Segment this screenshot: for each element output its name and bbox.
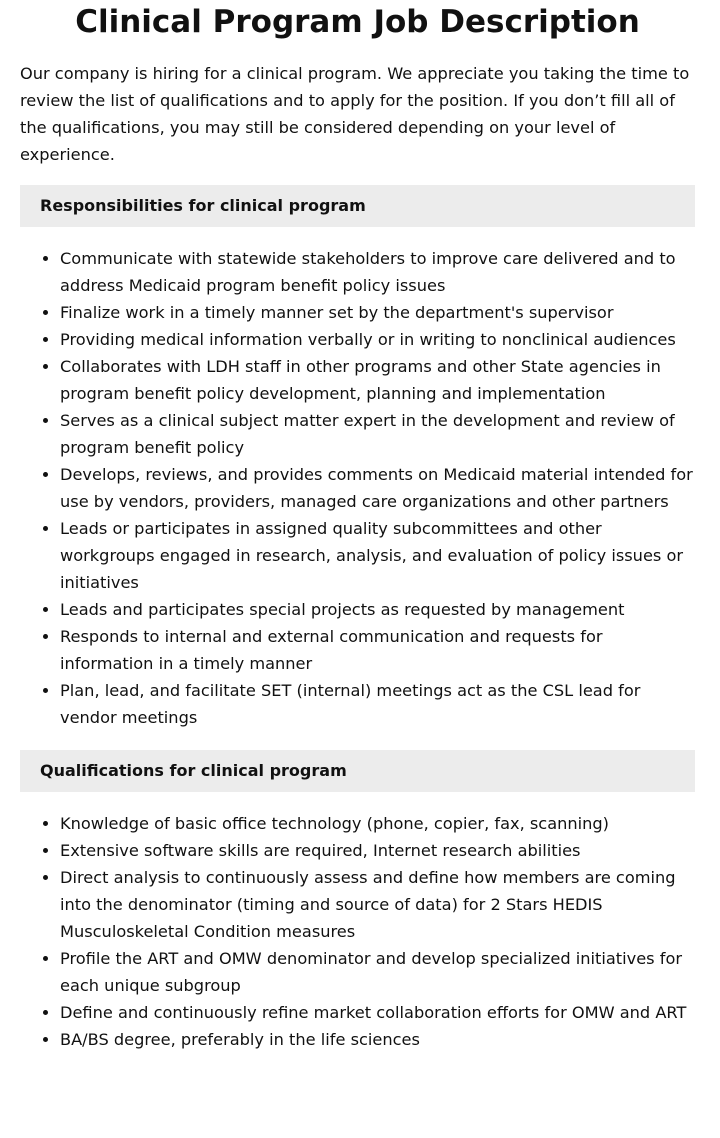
page-title: Clinical Program Job Description xyxy=(75,4,640,40)
list-item: • Providing medical information verbally or in writing to nonclinical audiences xyxy=(60,326,695,353)
list-item: • Serves as a clinical subject matter expert in the development and review of program benefit policy xyxy=(60,407,695,461)
list-item: • Plan, lead, and facilitate SET (internal) meetings act as the CSL lead for vendor meetings xyxy=(60,677,695,731)
list-item: • Direct analysis to continuously assess and define how members are coming into the denominator (timing and source of data) for 2 Stars HEDIS Musculoskeletal Condition measures xyxy=(60,864,695,945)
list-item: • Collaborates with LDH staff in other programs and other State agencies in program benefit policy development, planning and implementation xyxy=(60,353,695,407)
list-item: • Knowledge of basic office technology (phone, copier, fax, scanning) xyxy=(60,810,695,837)
list-item: • Leads or participates in assigned quality subcommittees and other workgroups engaged in research, analysis, and evaluation of policy issues or initiatives xyxy=(60,515,695,596)
list-item: • BA/BS degree, preferably in the life sciences xyxy=(60,1026,695,1053)
intro-paragraph: Our company is hiring for a clinical program. We appreciate you taking the time to review the list of qualifications and to apply for the position. If you don’t fill all of the qualifications, you may still be considered depending on your level of experience. xyxy=(20,64,690,164)
list-item: • Leads and participates special projects as requested by management xyxy=(60,596,695,623)
qualifications-heading: Qualifications for clinical program xyxy=(20,750,695,792)
qualifications-list xyxy=(20,810,695,1053)
list-item: • Responds to internal and external communication and requests for information in a timely manner xyxy=(60,623,695,677)
list-item: • Define and continuously refine market collaboration efforts for OMW and ART xyxy=(60,999,695,1026)
list-item: • Communicate with statewide stakeholders to improve care delivered and to address Medicaid program benefit policy issues xyxy=(60,245,695,299)
list-item: • Develops, reviews, and provides comments on Medicaid material intended for use by vendors, providers, managed care organizations and other partners xyxy=(60,461,695,515)
list-item: • Extensive software skills are required, Internet research abilities xyxy=(60,837,695,864)
responsibilities-list xyxy=(20,245,695,731)
list-item: • Finalize work in a timely manner set by the department's supervisor xyxy=(60,299,695,326)
responsibilities-heading: Responsibilities for clinical program xyxy=(20,185,695,227)
list-item: • Profile the ART and OMW denominator and develop specialized initiatives for each unique subgroup xyxy=(60,945,695,999)
